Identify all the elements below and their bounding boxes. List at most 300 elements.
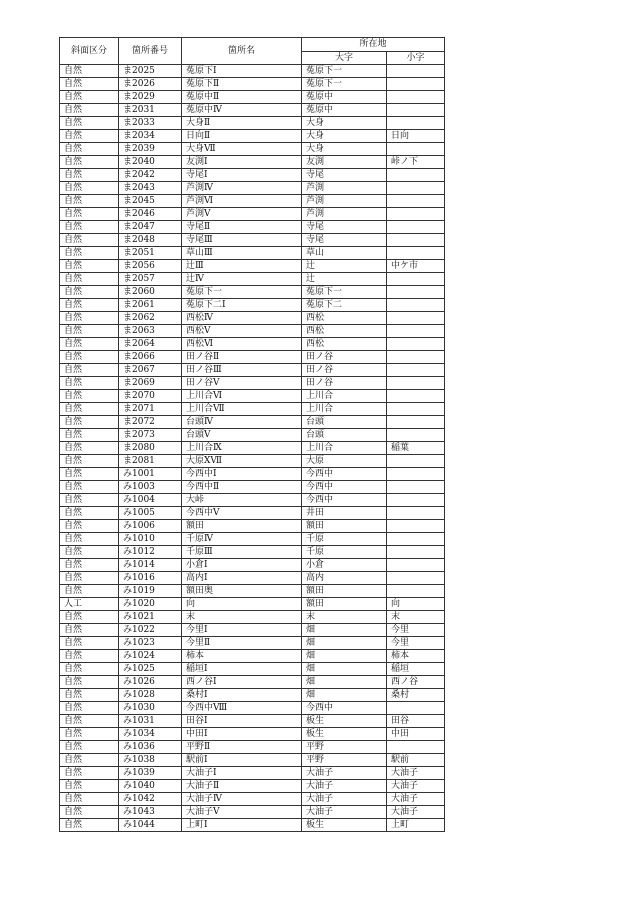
cell-slope-type: 自然 <box>60 364 119 377</box>
cell-koaza: 峠ノ下 <box>387 156 445 169</box>
cell-site-no: ま2046 <box>119 208 182 221</box>
table-row <box>60 455 445 468</box>
cell-site-name: 中田Ⅰ <box>182 728 302 741</box>
cell-site-no: ま2072 <box>119 416 182 429</box>
cell-koaza: 大油子 <box>387 793 445 806</box>
cell-slope-type: 自然 <box>60 429 119 442</box>
cell-oaza: 小倉 <box>302 559 387 572</box>
cell-oaza: 菟原下二 <box>302 299 387 312</box>
table-row <box>60 598 445 611</box>
cell-site-no: み1024 <box>119 650 182 663</box>
cell-slope-type: 自然 <box>60 247 119 260</box>
cell-oaza: 今西中 <box>302 494 387 507</box>
cell-koaza <box>387 377 445 390</box>
cell-site-name: 今里Ⅱ <box>182 637 302 650</box>
cell-site-name: 西松Ⅳ <box>182 312 302 325</box>
cell-site-no: ま2033 <box>119 117 182 130</box>
table-row <box>60 182 445 195</box>
cell-site-name: 寺尾Ⅲ <box>182 234 302 247</box>
cell-site-no: み1036 <box>119 741 182 754</box>
cell-site-name: 大峠 <box>182 494 302 507</box>
table-row <box>60 208 445 221</box>
table-row <box>60 273 445 286</box>
cell-oaza: 辻 <box>302 260 387 273</box>
cell-slope-type: 自然 <box>60 195 119 208</box>
cell-koaza <box>387 546 445 559</box>
cell-slope-type: 自然 <box>60 637 119 650</box>
cell-site-no: ま2057 <box>119 273 182 286</box>
table-row <box>60 429 445 442</box>
cell-site-no: み1020 <box>119 598 182 611</box>
cell-site-no: み1038 <box>119 754 182 767</box>
cell-slope-type: 自然 <box>60 806 119 819</box>
cell-site-no: み1031 <box>119 715 182 728</box>
cell-site-name: 辻Ⅳ <box>182 273 302 286</box>
cell-site-no: ま2070 <box>119 390 182 403</box>
cell-slope-type: 自然 <box>60 663 119 676</box>
header-koaza: 小字 <box>387 52 445 65</box>
cell-oaza: 寺尾 <box>302 234 387 247</box>
cell-koaza: 田谷 <box>387 715 445 728</box>
cell-site-name: 平野Ⅱ <box>182 741 302 754</box>
cell-slope-type: 自然 <box>60 650 119 663</box>
cell-site-name: 上川合Ⅸ <box>182 442 302 455</box>
cell-site-name: 高内Ⅰ <box>182 572 302 585</box>
cell-site-no: ま2064 <box>119 338 182 351</box>
cell-oaza: 台頭 <box>302 429 387 442</box>
cell-koaza <box>387 416 445 429</box>
table-row <box>60 156 445 169</box>
cell-koaza: 稲垣 <box>387 663 445 676</box>
cell-site-no: み1028 <box>119 689 182 702</box>
cell-site-no: ま2062 <box>119 312 182 325</box>
table-row <box>60 767 445 780</box>
cell-site-name: 日向Ⅱ <box>182 130 302 143</box>
cell-oaza: 西松 <box>302 338 387 351</box>
cell-koaza <box>387 429 445 442</box>
table-row <box>60 221 445 234</box>
table-row <box>60 260 445 273</box>
cell-site-no: み1042 <box>119 793 182 806</box>
cell-koaza: 今里 <box>387 624 445 637</box>
cell-site-name: 菟原下Ⅰ <box>182 65 302 78</box>
cell-koaza <box>387 286 445 299</box>
cell-slope-type: 自然 <box>60 130 119 143</box>
table-row <box>60 611 445 624</box>
cell-site-name: 小倉Ⅰ <box>182 559 302 572</box>
table-row <box>60 806 445 819</box>
header-oaza: 大字 <box>302 52 387 65</box>
cell-oaza: 畑 <box>302 663 387 676</box>
cell-site-name: 大身Ⅶ <box>182 143 302 156</box>
cell-oaza: 上川合 <box>302 390 387 403</box>
cell-site-name: 今西中Ⅴ <box>182 507 302 520</box>
cell-site-name: 今西中Ⅰ <box>182 468 302 481</box>
cell-oaza: 平野 <box>302 741 387 754</box>
table-row <box>60 247 445 260</box>
cell-site-no: ま2040 <box>119 156 182 169</box>
header-site-name: 箇所名 <box>182 38 302 65</box>
cell-koaza: 向 <box>387 598 445 611</box>
table-row <box>60 754 445 767</box>
cell-koaza <box>387 481 445 494</box>
cell-oaza: 田ノ谷 <box>302 351 387 364</box>
cell-site-name: 今里Ⅰ <box>182 624 302 637</box>
cell-site-no: ま2063 <box>119 325 182 338</box>
table-row <box>60 676 445 689</box>
cell-slope-type: 自然 <box>60 507 119 520</box>
cell-oaza: 平野 <box>302 754 387 767</box>
table-row <box>60 689 445 702</box>
cell-site-no: み1010 <box>119 533 182 546</box>
cell-site-name: 菟原中Ⅱ <box>182 91 302 104</box>
cell-site-name: 田ノ谷Ⅱ <box>182 351 302 364</box>
cell-oaza: 大身 <box>302 143 387 156</box>
cell-slope-type: 自然 <box>60 325 119 338</box>
cell-koaza <box>387 338 445 351</box>
table-row <box>60 533 445 546</box>
cell-site-name: 田ノ谷Ⅴ <box>182 377 302 390</box>
cell-site-name: 芦渕Ⅴ <box>182 208 302 221</box>
cell-koaza <box>387 390 445 403</box>
cell-site-name: 額田奥 <box>182 585 302 598</box>
table-row <box>60 481 445 494</box>
cell-site-name: 大油子Ⅱ <box>182 780 302 793</box>
cell-oaza: 大油子 <box>302 806 387 819</box>
cell-site-name: 大身Ⅱ <box>182 117 302 130</box>
cell-koaza <box>387 403 445 416</box>
table-row <box>60 104 445 117</box>
cell-koaza <box>387 169 445 182</box>
cell-site-no: ま2025 <box>119 65 182 78</box>
cell-site-no: み1039 <box>119 767 182 780</box>
cell-koaza <box>387 468 445 481</box>
cell-site-no: み1023 <box>119 637 182 650</box>
cell-slope-type: 自然 <box>60 767 119 780</box>
cell-oaza: 大油子 <box>302 780 387 793</box>
cell-site-no: み1003 <box>119 481 182 494</box>
cell-oaza: 額田 <box>302 598 387 611</box>
cell-koaza <box>387 208 445 221</box>
cell-site-name: 末 <box>182 611 302 624</box>
cell-site-name: 桑村Ⅰ <box>182 689 302 702</box>
table-row <box>60 117 445 130</box>
cell-site-name: 芦渕Ⅵ <box>182 195 302 208</box>
cell-koaza: 上町 <box>387 819 445 832</box>
cell-site-no: ま2048 <box>119 234 182 247</box>
cell-koaza: 大油子 <box>387 806 445 819</box>
cell-site-no: ま2042 <box>119 169 182 182</box>
table-row <box>60 650 445 663</box>
cell-site-no: み1025 <box>119 663 182 676</box>
cell-oaza: 今西中 <box>302 481 387 494</box>
cell-koaza <box>387 104 445 117</box>
table-row <box>60 728 445 741</box>
table-row <box>60 819 445 832</box>
cell-oaza: 畑 <box>302 676 387 689</box>
cell-site-name: 今西中Ⅷ <box>182 702 302 715</box>
cell-slope-type: 自然 <box>60 741 119 754</box>
cell-koaza: 西ノ谷 <box>387 676 445 689</box>
cell-site-name: 友渕Ⅰ <box>182 156 302 169</box>
cell-site-name: 西松Ⅵ <box>182 338 302 351</box>
cell-koaza: 駅前 <box>387 754 445 767</box>
cell-slope-type: 自然 <box>60 481 119 494</box>
cell-koaza <box>387 247 445 260</box>
cell-koaza <box>387 585 445 598</box>
cell-site-name: 柿本 <box>182 650 302 663</box>
cell-site-no: み1022 <box>119 624 182 637</box>
cell-koaza <box>387 299 445 312</box>
cell-oaza: 西松 <box>302 325 387 338</box>
cell-site-name: 田谷Ⅰ <box>182 715 302 728</box>
cell-oaza: 芦渕 <box>302 195 387 208</box>
cell-koaza <box>387 741 445 754</box>
cell-site-name: 今西中Ⅱ <box>182 481 302 494</box>
cell-site-no: ま2031 <box>119 104 182 117</box>
cell-koaza <box>387 117 445 130</box>
table-row <box>60 390 445 403</box>
table-row <box>60 559 445 572</box>
cell-slope-type: 自然 <box>60 624 119 637</box>
table-row <box>60 377 445 390</box>
cell-oaza: 大身 <box>302 117 387 130</box>
table-row <box>60 130 445 143</box>
cell-oaza: 菟原下一 <box>302 286 387 299</box>
cell-slope-type: 自然 <box>60 143 119 156</box>
cell-site-name: 上町Ⅰ <box>182 819 302 832</box>
cell-oaza: 大身 <box>302 130 387 143</box>
cell-site-no: ま2066 <box>119 351 182 364</box>
cell-slope-type: 自然 <box>60 728 119 741</box>
cell-koaza <box>387 494 445 507</box>
cell-site-no: み1026 <box>119 676 182 689</box>
cell-slope-type: 自然 <box>60 793 119 806</box>
cell-site-name: 寺尾Ⅱ <box>182 221 302 234</box>
cell-site-no: ま2029 <box>119 91 182 104</box>
cell-slope-type: 自然 <box>60 520 119 533</box>
cell-site-no: み1044 <box>119 819 182 832</box>
cell-site-name: 稲垣Ⅰ <box>182 663 302 676</box>
table-row <box>60 143 445 156</box>
table-row <box>60 195 445 208</box>
table-row <box>60 663 445 676</box>
cell-site-name: 西ノ谷Ⅰ <box>182 676 302 689</box>
cell-site-no: み1021 <box>119 611 182 624</box>
cell-oaza: 台頭 <box>302 416 387 429</box>
cell-koaza: 大油子 <box>387 780 445 793</box>
cell-slope-type: 自然 <box>60 91 119 104</box>
cell-oaza: 畑 <box>302 637 387 650</box>
cell-slope-type: 自然 <box>60 260 119 273</box>
cell-site-no: み1014 <box>119 559 182 572</box>
cell-site-name: 辻Ⅲ <box>182 260 302 273</box>
cell-oaza: 高内 <box>302 572 387 585</box>
cell-site-name: 台頭Ⅳ <box>182 416 302 429</box>
cell-slope-type: 自然 <box>60 585 119 598</box>
table-row <box>60 234 445 247</box>
cell-site-no: ま2043 <box>119 182 182 195</box>
cell-site-name: 上川合Ⅵ <box>182 390 302 403</box>
cell-slope-type: 自然 <box>60 754 119 767</box>
cell-site-name: 千原Ⅳ <box>182 533 302 546</box>
cell-oaza: 西松 <box>302 312 387 325</box>
cell-slope-type: 自然 <box>60 494 119 507</box>
cell-oaza: 千原 <box>302 546 387 559</box>
cell-slope-type: 自然 <box>60 312 119 325</box>
cell-slope-type: 人工 <box>60 598 119 611</box>
cell-koaza <box>387 143 445 156</box>
cell-site-no: ま2039 <box>119 143 182 156</box>
cell-site-no: ま2047 <box>119 221 182 234</box>
table-row <box>60 793 445 806</box>
cell-site-no: ま2067 <box>119 364 182 377</box>
cell-oaza: 千原 <box>302 533 387 546</box>
cell-koaza <box>387 234 445 247</box>
cell-slope-type: 自然 <box>60 819 119 832</box>
cell-site-name: 台頭Ⅴ <box>182 429 302 442</box>
cell-site-name: 額田 <box>182 520 302 533</box>
cell-slope-type: 自然 <box>60 702 119 715</box>
cell-oaza: 今西中 <box>302 702 387 715</box>
cell-oaza: 菟原中 <box>302 104 387 117</box>
cell-site-no: ま2080 <box>119 442 182 455</box>
cell-site-name: 大油子Ⅰ <box>182 767 302 780</box>
table-row <box>60 468 445 481</box>
cell-koaza: 大油子 <box>387 767 445 780</box>
cell-slope-type: 自然 <box>60 117 119 130</box>
table-row <box>60 91 445 104</box>
cell-site-no: み1030 <box>119 702 182 715</box>
cell-koaza: 日向 <box>387 130 445 143</box>
cell-site-no: み1006 <box>119 520 182 533</box>
header-site-no: 箇所番号 <box>119 38 182 65</box>
cell-koaza <box>387 520 445 533</box>
cell-site-no: み1040 <box>119 780 182 793</box>
cell-oaza: 友渕 <box>302 156 387 169</box>
cell-site-no: ま2034 <box>119 130 182 143</box>
cell-slope-type: 自然 <box>60 78 119 91</box>
cell-slope-type: 自然 <box>60 572 119 585</box>
slope-site-table <box>59 37 445 832</box>
cell-site-name: 大油子Ⅳ <box>182 793 302 806</box>
cell-oaza: 大油子 <box>302 793 387 806</box>
cell-slope-type: 自然 <box>60 442 119 455</box>
cell-oaza: 菟原下一 <box>302 78 387 91</box>
cell-koaza: 桑村 <box>387 689 445 702</box>
cell-site-name: 田ノ谷Ⅲ <box>182 364 302 377</box>
table-row <box>60 624 445 637</box>
cell-slope-type: 自然 <box>60 533 119 546</box>
cell-site-no: ま2045 <box>119 195 182 208</box>
cell-oaza: 芦渕 <box>302 208 387 221</box>
cell-koaza <box>387 91 445 104</box>
cell-slope-type: 自然 <box>60 351 119 364</box>
table-row <box>60 312 445 325</box>
table-row <box>60 494 445 507</box>
cell-site-no: み1005 <box>119 507 182 520</box>
cell-koaza: 中田 <box>387 728 445 741</box>
cell-oaza: 芦渕 <box>302 182 387 195</box>
cell-site-name: 向 <box>182 598 302 611</box>
cell-koaza <box>387 559 445 572</box>
cell-koaza <box>387 65 445 78</box>
cell-site-no: ま2071 <box>119 403 182 416</box>
cell-koaza: 中ケ市 <box>387 260 445 273</box>
table-row <box>60 507 445 520</box>
table-row <box>60 65 445 78</box>
cell-slope-type: 自然 <box>60 403 119 416</box>
cell-slope-type: 自然 <box>60 65 119 78</box>
cell-slope-type: 自然 <box>60 182 119 195</box>
cell-site-name: 駅前Ⅰ <box>182 754 302 767</box>
cell-slope-type: 自然 <box>60 234 119 247</box>
cell-koaza <box>387 364 445 377</box>
cell-oaza: 末 <box>302 611 387 624</box>
cell-oaza: 今西中 <box>302 468 387 481</box>
cell-koaza <box>387 507 445 520</box>
cell-koaza <box>387 273 445 286</box>
cell-koaza <box>387 351 445 364</box>
header-slope-type: 斜面区分 <box>60 38 119 65</box>
cell-oaza: 額田 <box>302 585 387 598</box>
cell-slope-type: 自然 <box>60 546 119 559</box>
cell-slope-type: 自然 <box>60 273 119 286</box>
cell-site-no: み1012 <box>119 546 182 559</box>
cell-slope-type: 自然 <box>60 390 119 403</box>
cell-site-no: ま2060 <box>119 286 182 299</box>
cell-koaza <box>387 221 445 234</box>
table-row <box>60 572 445 585</box>
cell-site-no: ま2051 <box>119 247 182 260</box>
cell-site-name: 大原ⅩⅦ <box>182 455 302 468</box>
table-row <box>60 520 445 533</box>
table-row <box>60 546 445 559</box>
cell-slope-type: 自然 <box>60 221 119 234</box>
cell-slope-type: 自然 <box>60 208 119 221</box>
cell-oaza: 菟原中 <box>302 91 387 104</box>
cell-site-no: み1043 <box>119 806 182 819</box>
cell-slope-type: 自然 <box>60 286 119 299</box>
cell-site-no: ま2026 <box>119 78 182 91</box>
cell-koaza <box>387 455 445 468</box>
cell-oaza: 寺尾 <box>302 169 387 182</box>
cell-site-name: 菟原中Ⅳ <box>182 104 302 117</box>
cell-oaza: 板生 <box>302 819 387 832</box>
table-row <box>60 351 445 364</box>
cell-oaza: 上川合 <box>302 403 387 416</box>
table-row <box>60 416 445 429</box>
cell-site-no: ま2069 <box>119 377 182 390</box>
table-row <box>60 585 445 598</box>
cell-koaza <box>387 533 445 546</box>
cell-oaza: 畑 <box>302 624 387 637</box>
cell-koaza <box>387 572 445 585</box>
cell-site-name: 大油子Ⅴ <box>182 806 302 819</box>
cell-site-name: 芦渕Ⅳ <box>182 182 302 195</box>
table-row <box>60 169 445 182</box>
cell-site-no: み1004 <box>119 494 182 507</box>
table-row <box>60 338 445 351</box>
cell-koaza <box>387 182 445 195</box>
cell-slope-type: 自然 <box>60 611 119 624</box>
cell-oaza: 大原 <box>302 455 387 468</box>
cell-oaza: 板生 <box>302 715 387 728</box>
cell-oaza: 田ノ谷 <box>302 364 387 377</box>
cell-oaza: 菟原下一 <box>302 65 387 78</box>
cell-oaza: 板生 <box>302 728 387 741</box>
cell-slope-type: 自然 <box>60 377 119 390</box>
